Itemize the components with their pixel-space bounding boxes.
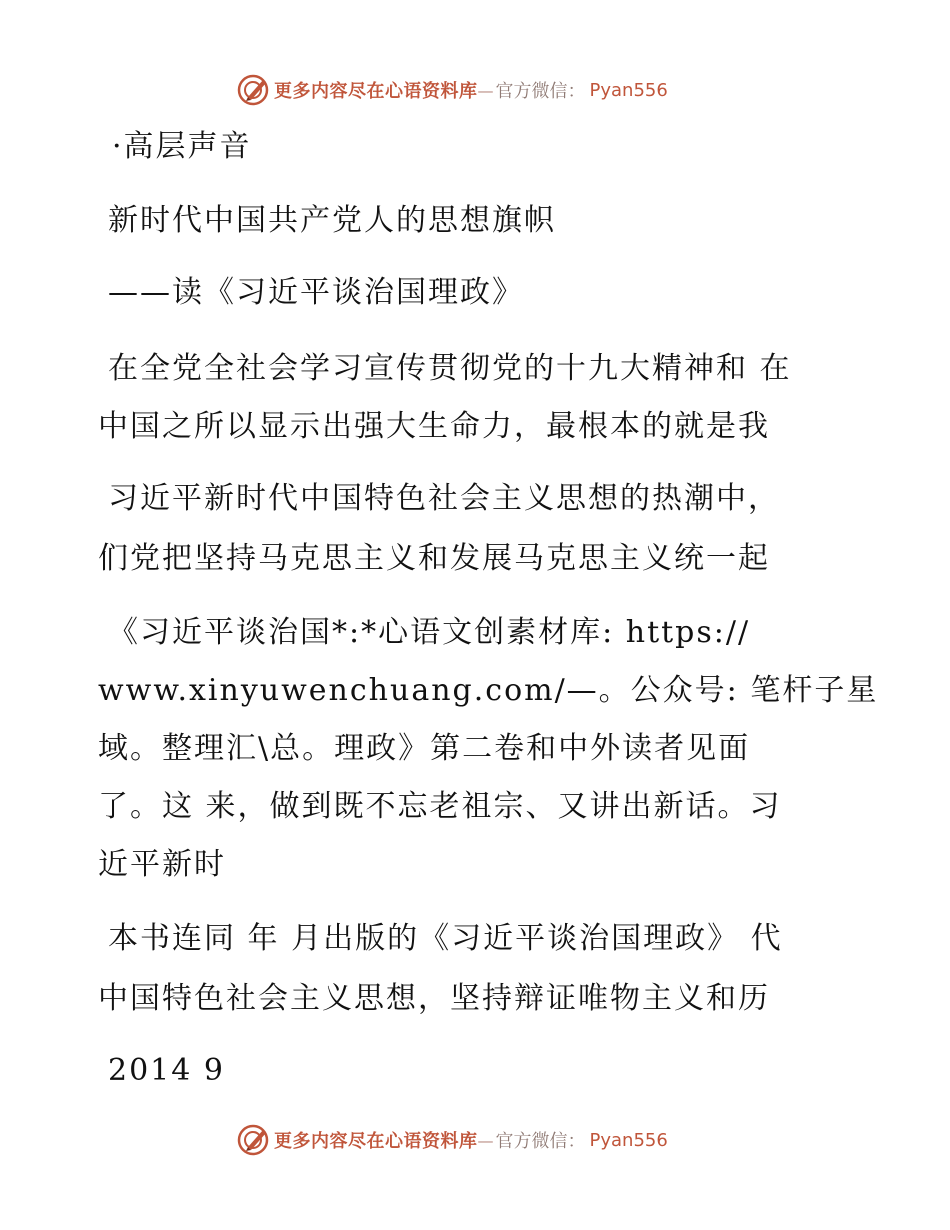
banner-wechat-id: Pyan556 [589,1129,668,1151]
text-line: 们党把坚持马克思主义和发展马克思主义统一起 [98,541,770,576]
pen-logo-icon [236,73,270,107]
text-line: www.xinyuwenchuang.com/—。公众号: 笔杆子星 [98,673,879,708]
banner-label: 官方微信： [495,81,586,102]
banner-label: 官方微信： [495,1131,586,1152]
text-line: 中国之所以显示出强大生命力，最根本的就是我 [98,409,770,444]
section-label: ·高层声音 [112,129,252,164]
article-title: 新时代中国共产党人的思想旗帜 [108,203,556,238]
text-line: 2014 9 [108,1053,225,1088]
text-line: 近平新时 [98,847,226,882]
pen-logo-icon [236,1123,270,1157]
text-line: 习近平新时代中国特色社会主义思想的热潮中， [108,481,780,516]
banner-wechat-id: Pyan556 [589,79,668,101]
article-subtitle: ——读《习近平谈治国理政》 [108,275,524,310]
text-line: 了。这 来，做到既不忘老祖宗、又讲出新话。习 [98,789,782,824]
text-line: 域。整理汇\总。理政》第二卷和中外读者见面 [98,731,751,766]
header-watermark-banner [236,70,716,110]
text-line: 中国特色社会主义思想，坚持辩证唯物主义和历 [98,981,770,1016]
banner-title: 更多内容尽在心语资料库 [274,81,478,102]
banner-dash: — [477,80,494,100]
banner-title: 更多内容尽在心语资料库 [274,1131,478,1152]
banner-dash: — [477,1130,494,1150]
text-line: 《习近平谈治国*:*心语文创素材库: https:// [108,615,751,650]
text-line: 本书连同 年 月出版的《习近平谈治国理政》 代 [108,921,783,956]
footer-watermark-banner [236,1120,716,1160]
text-line: 在全党全社会学习宣传贯彻党的十九大精神和 在 [108,351,792,386]
